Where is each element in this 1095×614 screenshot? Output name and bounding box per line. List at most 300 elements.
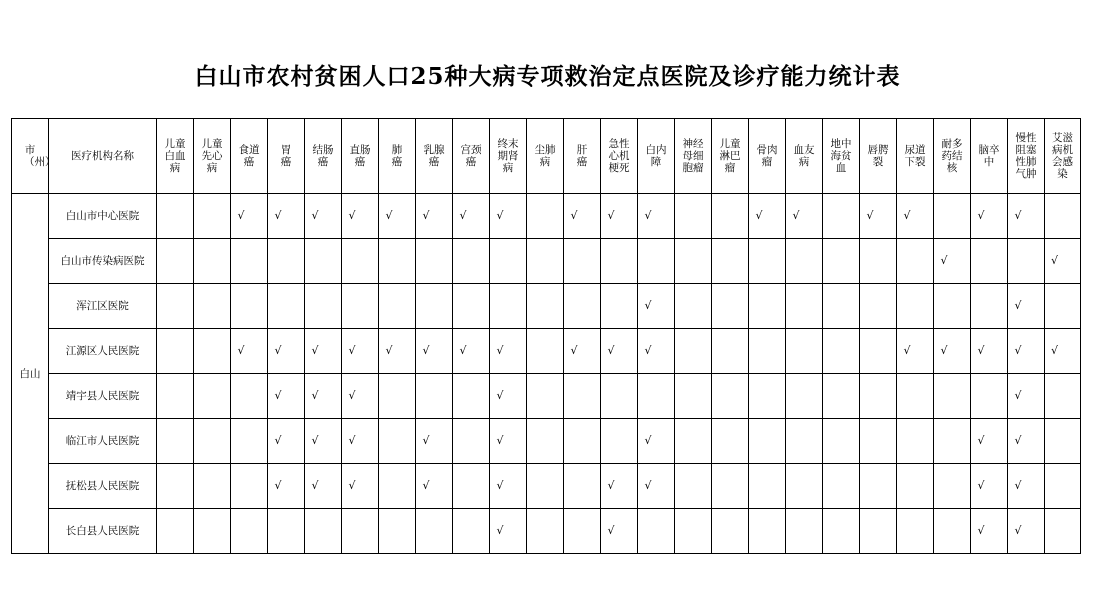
header-disease-label: 急性心机梗死	[608, 138, 630, 174]
institution-name-cell: 临江市人民医院	[49, 419, 157, 464]
capability-cell	[601, 194, 638, 239]
check-mark-icon: √	[977, 479, 985, 492]
capability-cell	[342, 284, 379, 329]
capability-cell	[860, 419, 897, 464]
check-mark-icon: √	[311, 344, 319, 357]
header-disease	[157, 119, 194, 194]
capability-cell	[416, 374, 453, 419]
capability-cell	[897, 374, 934, 419]
capability-cell	[675, 239, 712, 284]
capability-cell	[823, 239, 860, 284]
check-mark-icon: √	[570, 344, 578, 357]
check-mark-icon: √	[1014, 524, 1022, 537]
header-disease	[231, 119, 268, 194]
capability-cell	[749, 419, 786, 464]
capability-cell	[786, 194, 823, 239]
institution-name-cell: 白山市传染病医院	[49, 239, 157, 284]
capability-cell	[786, 464, 823, 509]
check-mark-icon: √	[311, 209, 319, 222]
capability-cell	[194, 284, 231, 329]
capability-cell	[1045, 464, 1081, 509]
capability-cell	[379, 374, 416, 419]
capability-cell	[342, 329, 379, 374]
header-disease-label: 儿童白血病	[164, 138, 186, 174]
capability-cell	[305, 329, 342, 374]
capability-cell	[897, 419, 934, 464]
capability-cell	[453, 239, 490, 284]
header-city-label: 市（州）	[24, 144, 56, 168]
capability-cell	[971, 329, 1008, 374]
capability-cell	[157, 374, 194, 419]
header-disease-label: 骨肉瘤	[756, 144, 778, 168]
capability-cell	[1008, 239, 1045, 284]
capability-cell	[453, 374, 490, 419]
capability-cell	[638, 284, 675, 329]
table-row	[12, 329, 1081, 374]
capability-cell	[971, 374, 1008, 419]
capability-cell	[897, 284, 934, 329]
capability-cell	[490, 194, 527, 239]
check-mark-icon: √	[348, 479, 356, 492]
capability-cell	[638, 374, 675, 419]
check-mark-icon: √	[422, 479, 430, 492]
capability-cell	[527, 374, 564, 419]
capability-cell	[897, 194, 934, 239]
header-disease-label: 食道癌	[238, 144, 260, 168]
capability-cell	[490, 239, 527, 284]
capability-cell	[564, 464, 601, 509]
capability-cell	[712, 194, 749, 239]
capability-cell	[823, 329, 860, 374]
capability-cell	[638, 509, 675, 554]
capability-cell	[786, 239, 823, 284]
capability-cell	[157, 509, 194, 554]
page-title: 白山市农村贫困人口25种大病专项救治定点医院及诊疗能力统计表	[194, 63, 901, 90]
capability-cell	[712, 509, 749, 554]
check-mark-icon: √	[496, 389, 504, 402]
capability-cell	[490, 509, 527, 554]
check-mark-icon: √	[903, 344, 911, 357]
capability-cell	[416, 239, 453, 284]
header-disease-label: 结肠癌	[312, 144, 334, 168]
capability-cell	[416, 194, 453, 239]
capability-cell	[268, 464, 305, 509]
check-mark-icon: √	[940, 344, 948, 357]
check-mark-icon: √	[311, 479, 319, 492]
header-disease	[897, 119, 934, 194]
check-mark-icon: √	[866, 209, 874, 222]
capability-cell	[675, 194, 712, 239]
header-disease-label: 直肠癌	[349, 144, 371, 168]
capability-cell	[490, 419, 527, 464]
check-mark-icon: √	[977, 524, 985, 537]
capability-cell	[231, 284, 268, 329]
capability-cell	[712, 284, 749, 329]
header-disease	[305, 119, 342, 194]
capability-cell	[749, 374, 786, 419]
capability-cell	[342, 464, 379, 509]
capability-cell	[934, 239, 971, 284]
capability-cell	[971, 509, 1008, 554]
capability-cell	[564, 239, 601, 284]
capability-cell	[934, 374, 971, 419]
check-mark-icon: √	[940, 254, 948, 267]
check-mark-icon: √	[496, 434, 504, 447]
capability-cell	[490, 464, 527, 509]
capability-cell	[934, 284, 971, 329]
capability-cell	[601, 329, 638, 374]
capability-cell	[1008, 284, 1045, 329]
capability-cell	[675, 509, 712, 554]
check-mark-icon: √	[644, 299, 652, 312]
capability-cell	[675, 329, 712, 374]
check-mark-icon: √	[903, 209, 911, 222]
capability-cell	[564, 509, 601, 554]
capability-cell	[1045, 329, 1081, 374]
check-mark-icon: √	[459, 344, 467, 357]
capability-cell	[860, 374, 897, 419]
check-mark-icon: √	[644, 344, 652, 357]
header-disease-label: 脑卒中	[978, 144, 1000, 168]
capability-cell	[786, 374, 823, 419]
check-mark-icon: √	[496, 344, 504, 357]
capability-cell	[379, 239, 416, 284]
capability-cell	[934, 329, 971, 374]
header-disease-label: 神经母细胞瘤	[682, 138, 704, 174]
capability-cell	[934, 194, 971, 239]
capability-cell	[268, 239, 305, 284]
institution-name-cell: 白山市中心医院	[49, 194, 157, 239]
header-disease	[1045, 119, 1081, 194]
check-mark-icon: √	[237, 209, 245, 222]
header-disease	[860, 119, 897, 194]
capability-cell	[934, 464, 971, 509]
header-disease-label: 尘肺病	[534, 144, 556, 168]
capability-cell	[527, 464, 564, 509]
check-mark-icon: √	[459, 209, 467, 222]
capability-cell	[231, 509, 268, 554]
capability-cell	[1045, 194, 1081, 239]
table-header-row	[12, 119, 1081, 194]
check-mark-icon: √	[607, 209, 615, 222]
capability-cell	[897, 464, 934, 509]
capability-cell	[379, 284, 416, 329]
check-mark-icon: √	[274, 209, 282, 222]
institution-name-cell: 长白县人民医院	[49, 509, 157, 554]
capability-cell	[860, 239, 897, 284]
check-mark-icon: √	[496, 524, 504, 537]
check-mark-icon: √	[644, 209, 652, 222]
check-mark-icon: √	[607, 344, 615, 357]
capability-cell	[601, 509, 638, 554]
capability-cell	[1045, 239, 1081, 284]
header-disease-label: 血友病	[793, 144, 815, 168]
capability-cell	[712, 419, 749, 464]
capability-cell	[601, 419, 638, 464]
capability-cell	[823, 464, 860, 509]
capability-cell	[749, 194, 786, 239]
check-mark-icon: √	[422, 344, 430, 357]
check-mark-icon: √	[1014, 209, 1022, 222]
capability-cell	[897, 329, 934, 374]
capability-cell	[860, 329, 897, 374]
capability-cell	[823, 194, 860, 239]
header-institution-label: 医疗机构名称	[71, 150, 134, 162]
header-disease-label: 肝癌	[576, 144, 588, 168]
header-disease	[194, 119, 231, 194]
capability-cell	[342, 419, 379, 464]
capability-cell	[416, 509, 453, 554]
header-disease	[971, 119, 1008, 194]
header-disease	[823, 119, 860, 194]
header-disease-label: 地中海贫血	[830, 138, 852, 174]
table-row	[12, 509, 1081, 554]
institution-name-cell: 江源区人民医院	[49, 329, 157, 374]
city-cell: 白山	[12, 194, 49, 554]
check-mark-icon: √	[607, 479, 615, 492]
check-mark-icon: √	[274, 479, 282, 492]
header-disease	[342, 119, 379, 194]
capability-cell	[527, 239, 564, 284]
check-mark-icon: √	[1050, 254, 1058, 267]
capability-cell	[490, 284, 527, 329]
capability-cell	[157, 419, 194, 464]
capability-cell	[194, 419, 231, 464]
header-disease	[490, 119, 527, 194]
header-disease	[934, 119, 971, 194]
capability-cell	[971, 419, 1008, 464]
capability-cell	[268, 194, 305, 239]
capability-cell	[453, 509, 490, 554]
capability-cell	[564, 284, 601, 329]
capability-cell	[194, 194, 231, 239]
capability-cell	[601, 284, 638, 329]
capability-cell	[675, 284, 712, 329]
header-disease-label: 乳腺癌	[423, 144, 445, 168]
capability-cell	[638, 464, 675, 509]
capability-cell	[786, 509, 823, 554]
capability-cell	[897, 509, 934, 554]
capability-cell	[971, 464, 1008, 509]
capability-cell	[564, 194, 601, 239]
check-mark-icon: √	[422, 209, 430, 222]
capability-cell	[971, 284, 1008, 329]
header-disease-label: 尿道下裂	[904, 144, 926, 168]
capability-cell	[897, 239, 934, 284]
capability-cell	[934, 509, 971, 554]
capability-cell	[823, 284, 860, 329]
capability-cell	[453, 194, 490, 239]
capability-cell	[823, 374, 860, 419]
capability-cell	[453, 464, 490, 509]
header-disease-label: 耐多药结核	[941, 138, 963, 174]
capability-cell	[860, 464, 897, 509]
header-disease-label: 儿童淋巴瘤	[719, 138, 741, 174]
capability-cell	[601, 374, 638, 419]
capability-cell	[564, 329, 601, 374]
check-mark-icon: √	[496, 479, 504, 492]
capability-cell	[1008, 194, 1045, 239]
capability-cell	[675, 464, 712, 509]
table-row	[12, 239, 1081, 284]
check-mark-icon: √	[348, 344, 356, 357]
capability-cell	[268, 284, 305, 329]
capability-cell	[1008, 329, 1045, 374]
capability-cell	[638, 194, 675, 239]
header-disease	[564, 119, 601, 194]
capability-cell	[305, 239, 342, 284]
capability-cell	[157, 464, 194, 509]
check-mark-icon: √	[422, 434, 430, 447]
capability-cell	[527, 509, 564, 554]
capability-cell	[416, 284, 453, 329]
capability-cell	[231, 464, 268, 509]
capability-cell	[1045, 419, 1081, 464]
table-row	[12, 284, 1081, 329]
capability-cell	[1008, 464, 1045, 509]
capability-cell	[490, 329, 527, 374]
header-disease-label: 艾滋病机会感染	[1052, 132, 1073, 180]
capability-cell	[194, 509, 231, 554]
header-disease-label: 慢性阻塞性肺气肿	[1015, 132, 1037, 180]
capability-cell	[860, 194, 897, 239]
capability-cell	[194, 464, 231, 509]
header-institution	[49, 119, 157, 194]
header-disease	[675, 119, 712, 194]
check-mark-icon: √	[792, 209, 800, 222]
capability-cell	[157, 239, 194, 284]
check-mark-icon: √	[311, 434, 319, 447]
capability-cell	[305, 374, 342, 419]
check-mark-icon: √	[1014, 434, 1022, 447]
capability-cell	[268, 419, 305, 464]
check-mark-icon: √	[274, 434, 282, 447]
capability-cell	[638, 329, 675, 374]
check-mark-icon: √	[274, 344, 282, 357]
capability-cell	[564, 374, 601, 419]
capability-cell	[712, 239, 749, 284]
capability-cell	[268, 329, 305, 374]
table-row	[12, 374, 1081, 419]
header-disease	[786, 119, 823, 194]
check-mark-icon: √	[570, 209, 578, 222]
check-mark-icon: √	[496, 209, 504, 222]
capability-cell	[416, 329, 453, 374]
capability-cell	[379, 464, 416, 509]
hospital-capability-table	[11, 118, 1081, 554]
table-row	[12, 419, 1081, 464]
capability-cell	[712, 374, 749, 419]
capability-cell	[305, 509, 342, 554]
header-city	[12, 119, 56, 194]
institution-name-cell: 浑江区医院	[49, 284, 157, 329]
capability-cell	[786, 329, 823, 374]
capability-cell	[527, 419, 564, 464]
capability-cell	[527, 194, 564, 239]
header-disease-label: 唇腭裂	[867, 144, 889, 168]
check-mark-icon: √	[607, 524, 615, 537]
capability-cell	[675, 374, 712, 419]
check-mark-icon: √	[977, 209, 985, 222]
capability-cell	[490, 374, 527, 419]
capability-cell	[860, 509, 897, 554]
capability-cell	[231, 194, 268, 239]
header-disease-label: 肺癌	[391, 144, 403, 168]
check-mark-icon: √	[1014, 344, 1022, 357]
check-mark-icon: √	[1014, 389, 1022, 402]
capability-cell	[564, 419, 601, 464]
capability-cell	[860, 284, 897, 329]
header-disease-label: 白内障	[645, 144, 667, 168]
capability-cell	[379, 194, 416, 239]
header-disease	[601, 119, 638, 194]
capability-cell	[749, 329, 786, 374]
capability-cell	[786, 284, 823, 329]
header-disease-label: 宫颈癌	[460, 144, 482, 168]
capability-cell	[749, 464, 786, 509]
check-mark-icon: √	[1050, 344, 1058, 357]
capability-cell	[638, 419, 675, 464]
capability-cell	[157, 284, 194, 329]
capability-cell	[305, 464, 342, 509]
header-disease	[1008, 119, 1045, 194]
capability-cell	[823, 509, 860, 554]
capability-cell	[268, 509, 305, 554]
check-mark-icon: √	[348, 209, 356, 222]
capability-cell	[712, 464, 749, 509]
header-disease	[379, 119, 416, 194]
capability-cell	[231, 329, 268, 374]
capability-cell	[786, 419, 823, 464]
header-disease	[416, 119, 453, 194]
header-disease	[453, 119, 490, 194]
check-mark-icon: √	[1014, 479, 1022, 492]
header-disease	[527, 119, 564, 194]
capability-cell	[749, 509, 786, 554]
capability-cell	[194, 329, 231, 374]
capability-cell	[934, 419, 971, 464]
capability-cell	[305, 419, 342, 464]
check-mark-icon: √	[1014, 299, 1022, 312]
check-mark-icon: √	[977, 434, 985, 447]
capability-cell	[379, 509, 416, 554]
capability-cell	[601, 464, 638, 509]
institution-name-cell: 靖宇县人民医院	[49, 374, 157, 419]
capability-cell	[1045, 284, 1081, 329]
capability-cell	[1008, 419, 1045, 464]
capability-cell	[453, 419, 490, 464]
header-disease	[268, 119, 305, 194]
header-disease-label: 儿童先心病	[201, 138, 223, 174]
capability-cell	[194, 239, 231, 284]
capability-cell	[231, 419, 268, 464]
capability-cell	[749, 284, 786, 329]
capability-cell	[971, 239, 1008, 284]
capability-cell	[823, 419, 860, 464]
capability-cell	[971, 194, 1008, 239]
capability-cell	[601, 239, 638, 284]
check-mark-icon: √	[237, 344, 245, 357]
capability-cell	[527, 329, 564, 374]
header-disease	[638, 119, 675, 194]
capability-cell	[305, 194, 342, 239]
capability-cell	[749, 239, 786, 284]
capability-cell	[416, 419, 453, 464]
capability-cell	[342, 509, 379, 554]
check-mark-icon: √	[644, 434, 652, 447]
capability-cell	[342, 374, 379, 419]
check-mark-icon: √	[274, 389, 282, 402]
